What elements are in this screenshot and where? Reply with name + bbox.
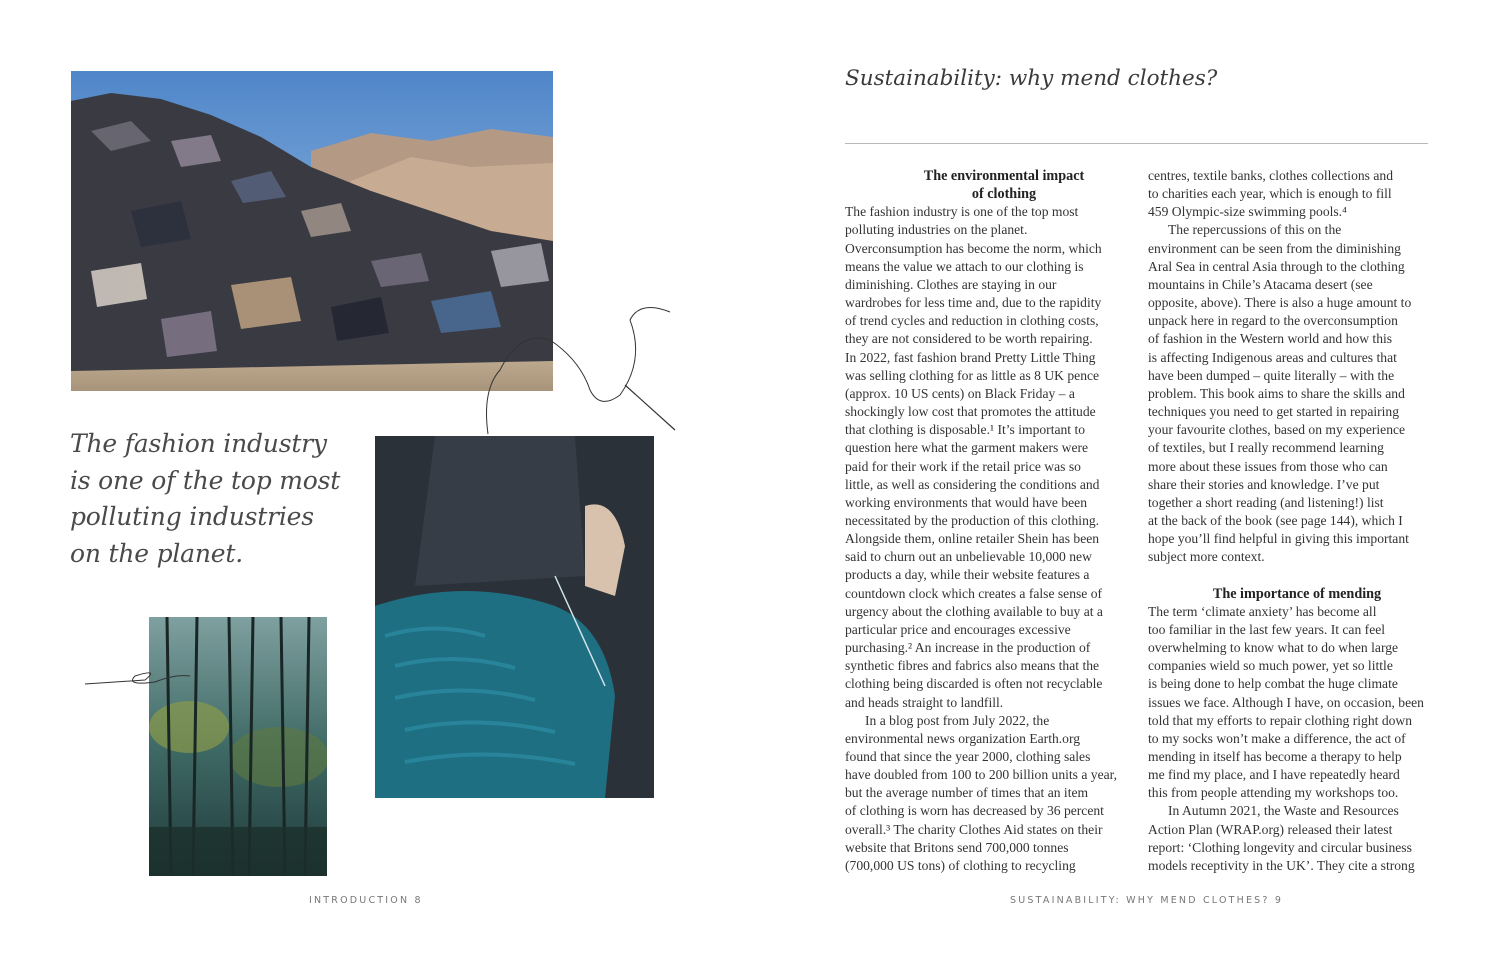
thread-needle-illustration — [480, 300, 680, 440]
thread-scribble-illustration — [85, 664, 195, 694]
paragraph: The fashion industry is one of the top most polluting industries on the planet. Overconsumption has become the norm, which means the value we attach to our clothing is diminishing. Clothes are staying in our wardrobes for less time and, due to the rapidity of trend cycles and reduction in clothing costs, they are not considered to be worth repairing. In 2022, fast fashion brand Pretty Little Thing was selling clothing for as little as 8 UK pence (approx. 10 US cents) on Black Friday – a shockingly low cost that promotes the attitude that clothing is disposable.¹ It’s important to question here what the garment makers were paid for their work if the retail price was so little, as well as considering the conditions and working environments that would have been necessitated by the production of this clothing. Alongside them, online retailer Shein has been said to churn out an unbelievable 10,000 new products a day, while their website features a countdown clock which creates a false sense of urgency about the clothing available to buy at a particular price and encourages excessive purchasing.² An increase in the production of synthetic fibres and fabrics also means that the clothing being discarded is often not recyclable and heads straight to landfill. — [845, 204, 1103, 710]
section-heading-importance-of-mending: The importance of mending — [1212, 585, 1382, 602]
title-rule — [845, 143, 1428, 144]
text-column-2 — [1148, 167, 1436, 875]
page-title: Sustainability: why mend clothes? — [845, 66, 1218, 91]
paragraph: The repercussions of this on the environment can be seen from the diminishing Aral Sea in central Asia through to the clothing mountains in Chile’s Atacama desert (see opposite, above). There is also a huge amount to unpack here in regard to the overconsumption of fashion in the Western world and how this is affecting Indigenous areas and cultures that have been dumped – quite literally – with the problem. This book aims to share the skills and techniques you need to get started in repairing your favourite clothes, based on my experience of textiles, but I really recommend learning more about these issues from those who can share their stories and knowledge. I’ve put together a short reading (and listening!) list at the back of the book (see page 144), which I hope you’ll find helpful in giving this important subject more context. — [1148, 222, 1412, 565]
forest-photo — [149, 617, 327, 876]
right-folio: SUSTAINABILITY: WHY MEND CLOTHES? 9 — [1010, 895, 1284, 906]
paragraph: In a blog post from July 2022, the environmental news organization Earth.org found that since the year 2000, clothing sales have doubled from 100 to 200 billion units a year, but the average number of times that an item of clothing is worn has decreased by 36 percent overall.³ The charity Clothes Aid states on their website that Britons send 700,000 tonnes (700,000 US tons) of clothing to recycling — [845, 712, 1118, 873]
text-column-1 — [845, 167, 1133, 875]
knitting-hands-photo — [375, 436, 654, 798]
paragraph: In Autumn 2021, the Waste and Resources Action Plan (WRAP.org) released their latest report: ‘Clothing longevity and circular business models receptivity in the UK’. They cite a strong — [1148, 803, 1415, 873]
paragraph: The term ‘climate anxiety’ has become all too familiar in the last few years. It can feel overwhelming to know what to do when large companies wield so much power, yet so little is being done to help combat the huge climate issues we face. Although I have, on occasion, been told that my efforts to repair clothing right down to my socks won’t make a difference, the act of mending in itself has become a therapy to help me find my place, and I have repeatedly heard this from people attending my workshops too. — [1148, 603, 1424, 801]
left-folio: INTRODUCTION 8 — [309, 895, 423, 906]
pull-quote: The fashion industry is one of the top most polluting industries on the planet. — [70, 429, 341, 568]
section-heading-environmental-impact: The environmental impact of clothing — [923, 168, 1085, 203]
paragraph: centres, textile banks, clothes collections and to charities each year, which is enough to fill 459 Olympic-size swimming pools.⁴ — [1148, 168, 1393, 220]
